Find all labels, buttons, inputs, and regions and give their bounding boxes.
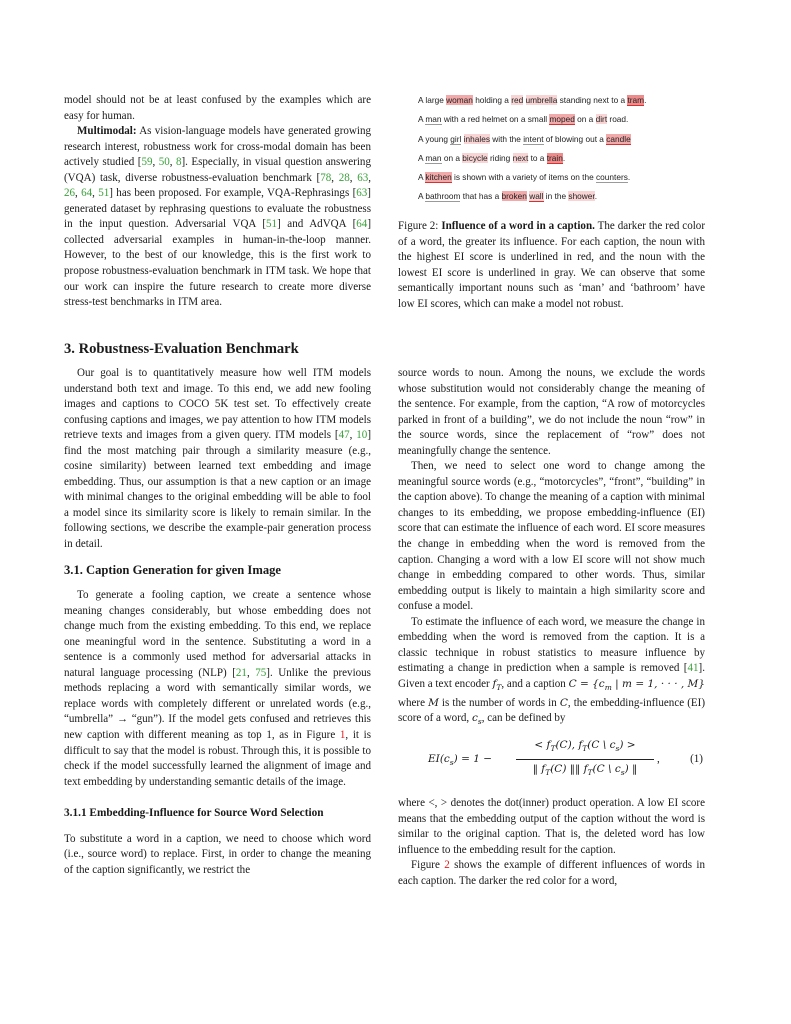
citation-50[interactable]: 50 xyxy=(158,156,170,169)
figure-caption-title: Influence of a word in a caption. xyxy=(441,220,595,232)
paragraph-intro-tail: model should not be at least confused by the examples which are easy for human. xyxy=(64,94,371,122)
paragraph-right-4: where <, > denotes the dot(inner) product operation. A low EI score means that the embedding output of the caption without the word is similar to the original caption. That is, the deleted word has low influence to the embedding result for the caption. xyxy=(398,796,705,856)
citation-8[interactable]: 8 xyxy=(175,156,182,169)
figure-row-4: A man on a bicycle riding next to a train. xyxy=(418,152,566,163)
figure-1-ref[interactable]: 1 xyxy=(339,729,346,742)
equation-fraction xyxy=(516,738,654,780)
subsection-3-1-title: 3.1. Caption Generation for given Image xyxy=(64,562,281,577)
citation-78[interactable]: 78 xyxy=(320,171,332,184)
paragraph-3-1: To generate a fooling caption, we create a sentence whose meaning changes considerably, but whose embedding does not change much from the existing embedding. To this end, we replace one meaningful word in the sentence. Substituting a word in a sentence is a commonly used method for adversarial attacks in natural language processing (NLP) [21, 75]. Unlike the previous methods replacing a word with semantically similar words, we replace words with completely different or unrelated words (e.g., “umbrella” → “gun”). If the model gets confused and retrieves this new caption with different meaning as top 1, as in Figure 1, it is difficult to say that the model is robust. Through this, it is possible to check if the model successfully learned the alignment of image and text embedding by understanding semantic details of the image. xyxy=(64,589,372,788)
citation-63-b[interactable]: 63 xyxy=(356,187,368,200)
section-title: 3. Robustness-Evaluation Benchmark xyxy=(64,341,299,357)
figure-2-caption: Figure 2: Influence of a word in a caption. The darker the red color of a word, the greater its influence. For each caption, the noun with the highest EI score is underlined in red, and the noun with the lowest EI score is underlined in gray. We can observe that some semantically important nouns such as ‘man’ and ‘bathroom’ have low EI scores, which can make a model not robust. xyxy=(398,220,706,310)
citation-63[interactable]: 63 xyxy=(357,171,369,184)
paragraph-multimodal: Multimodal: As vision-language models have generated growing research interest, robustness work for cross-modal domain has been actively studied [59, 50, 8]. Especially, in visual question answering (VQA) task, diverse robustness-evaluation benchmark [78, 28, 63, 26, 64, 51] has been proposed. For example, VQA-Rephrasings [63] generated dataset by rephrasing questions to evaluate the robustness in the input question. Adversarial VQA [51] and AdVQA [64] collected adversarial examples in human-in-the-loop manner. However, to the best of our knowledge, this is the first work to propose robustness-evaluation benchmark in ITM task. We hope that our work can inspire the future research to create more diverse stress-test benchmarks in ITM area. xyxy=(64,125,371,309)
paragraph-right-3: To estimate the influence of each word, we measure the change in embedding when the word is removed from the caption. It is a classic technique in robust statistics to measure influence by estimating a change in prediction when a sample is removed [41]. Given a text encoder $f_T$, and a caption $C = \{c_m$ | m = 1, · · · , M} where M is the number of words in C, the embedding-influence (EI) score of a word, $c_s$, can be defined by xyxy=(398,615,706,727)
figure-row-2: A man with a red helmet on a small moped on a dirt road. xyxy=(418,114,629,125)
citation-51-b[interactable]: 51 xyxy=(266,218,278,231)
subsubsection-3-1-1-title: 3.1.1 Embedding-Influence for Source Word Selection xyxy=(64,807,324,820)
citation-64-b[interactable]: 64 xyxy=(356,218,368,231)
citation-75[interactable]: 75 xyxy=(255,666,267,679)
equation-denominator: ‖ $f_T(C)$ ‖‖ $f_T(C$ \ $c_s$) ‖ xyxy=(532,762,638,777)
right-column xyxy=(398,366,705,889)
citation-51[interactable]: 51 xyxy=(98,187,110,200)
equation-numerator: < $f_T(C)$, $f_T(C$ \ $c_s$) > xyxy=(516,738,654,760)
citation-26[interactable]: 26 xyxy=(64,187,76,200)
citation-10[interactable]: 10 xyxy=(356,429,368,442)
citation-28[interactable]: 28 xyxy=(338,171,350,184)
citation-64[interactable]: 64 xyxy=(81,187,93,200)
equation-number: (1) xyxy=(690,752,703,765)
figure-caption-label: Figure 2: xyxy=(398,220,439,232)
equation-1: $EI(c_s) = 1$ − $\frac{< f_T(C), f_T(C \backslash c_s) >}{‖ f_T(C) ‖‖ f_T(C \backslash c_s) ‖}$ , (1) xyxy=(398,738,705,790)
figure-2-examples xyxy=(418,93,708,209)
paragraph-right-1: source words to noun. Among the nouns, we exclude the words whose substitution would not considerably change the meaning of the sentence. For example, from the caption, “A row of motorcycles parked in front of a building”, we do not include the noun “row” in the source words, since the replacement of “row” does not meaningfully change the sentence. xyxy=(398,367,705,457)
paragraph-right-5: Figure 2 shows the example of different influences of words in each caption. The darker the red color for a word, xyxy=(398,859,705,887)
paragraph-right-2: Then, we need to select one word to change among the meaningful source words (e.g., “motorcycles”, “front”, “building” in the caption above). To change the meaning of a caption with minimal changes to its embedding, we propose embedding-influence (EI) score that can estimate the influence of each word. EI score measures the change in embedding when the word is removed from the caption. Changing a word with a low EI score will not show much change in embedding compared to other words. Thus, similar embedding output is likely to maintain a high similarity score and confuse a model. xyxy=(398,460,705,613)
figure-row-1: A large woman holding a red umbrella standing next to a tram. xyxy=(418,95,647,105)
left-column-section3 xyxy=(64,366,371,878)
citation-47[interactable]: 47 xyxy=(338,429,350,442)
figure-row-6: A bathroom that has a broken wall in the shower. xyxy=(418,191,598,202)
figure-row-5: A kitchen is shown with a variety of items on the counters. xyxy=(418,172,631,183)
left-column-top xyxy=(64,93,371,311)
paragraph-3-1-1: To substitute a word in a caption, we need to choose which word (i.e., source word) to replace. First, in order to change the meaning of the caption significantly, we restrict the xyxy=(64,832,371,876)
figure-row-3: A young girl inhales with the intent of blowing out a candle xyxy=(418,133,631,144)
figure-2-ref[interactable]: 2 xyxy=(444,859,450,872)
citation-59[interactable]: 59 xyxy=(141,156,153,169)
citation-21[interactable]: 21 xyxy=(235,666,247,679)
paragraph-section3: Our goal is to quantitatively measure how well ITM models understand both text and image. To this end, we add new fooling images and captions to COCO 5K test set. To effectively create confusing captions and images, we pay attention to how ITM models retrieve texts and images from a given query. ITM models [47, 10] find the most matching pair through a similarity measure (e.g., cosine similarity) between learned text embedding and image embedding. Thus, our assumption is that a new caption or an image with minimal changes to the original embedding will be able to fool a model since its similarity score is likely to remain similar. In the following sections, we describe the example-pair generation process in detail. xyxy=(64,367,371,551)
citation-41[interactable]: 41 xyxy=(687,662,699,675)
multimodal-heading: Multimodal: xyxy=(77,125,137,138)
equation-lhs: $EI(c_s) = 1$ − xyxy=(428,752,493,768)
